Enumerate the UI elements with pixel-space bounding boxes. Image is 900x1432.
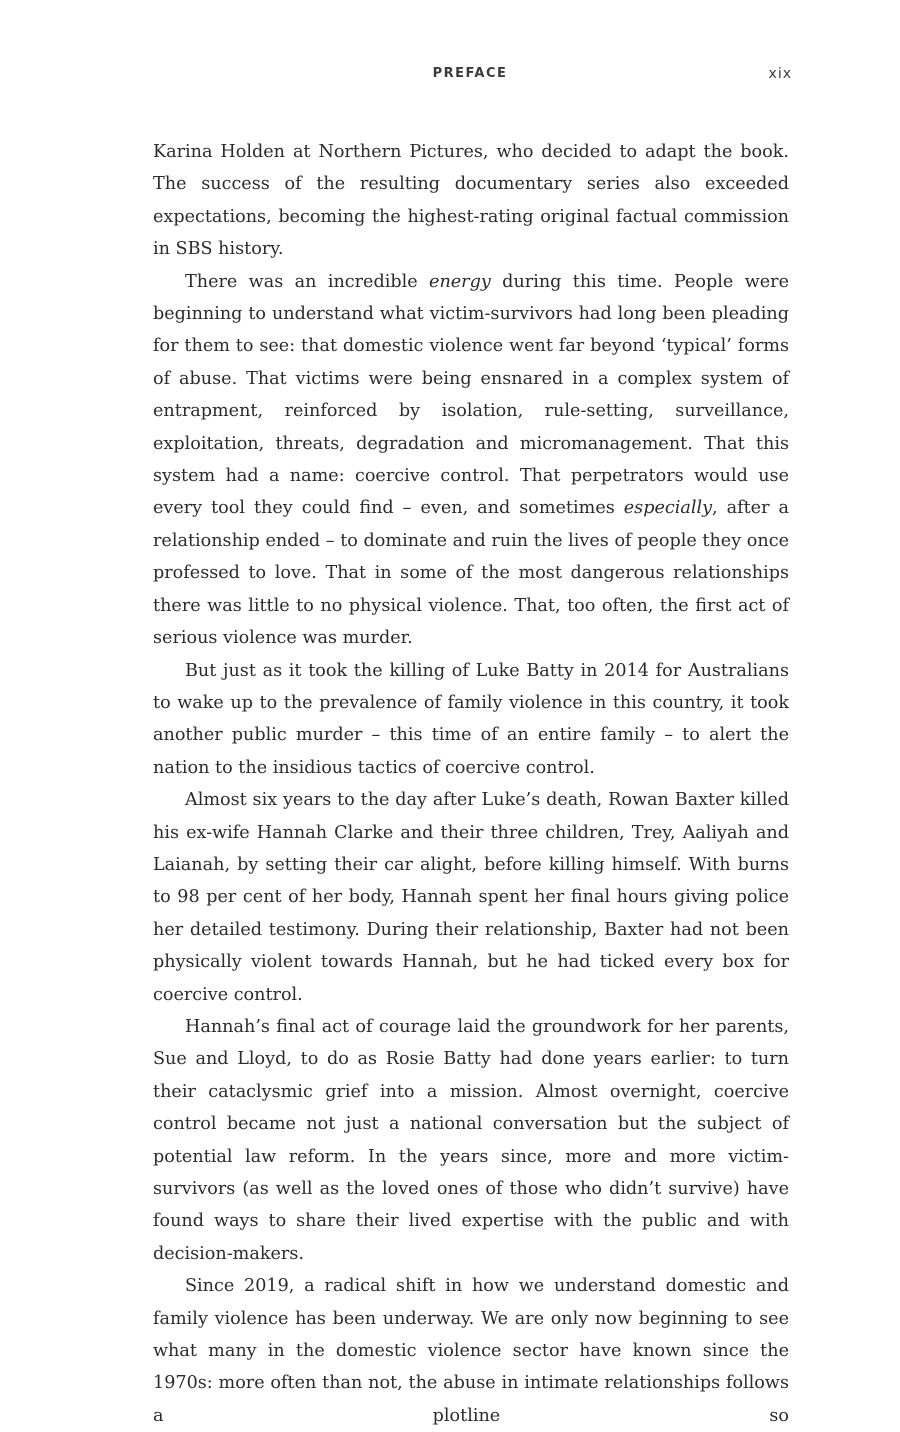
paragraph [153, 784, 789, 1011]
italic-text-run: especially [623, 498, 713, 519]
text-run: Hannah’s final act of courage laid the groundwork for her parents, Sue and Lloyd, to do as Rosie Batty had done years earlier: to turn their cataclysmic grief into a mission. Almost overnight, coercive control became not just a national conversation but the subject of potential law reform. In the years since, more and more victim-survivors (as well as the loved ones of those who didn’t survive) have found ways to share their lived expertise with the public and with decision-makers. [153, 1016, 789, 1264]
italic-text-run: energy [429, 271, 491, 292]
text-run: Karina Holden at Northern Pictures, who decided to adapt the book. The success of the resulting documentary series also exceeded expectations, becoming the highest-rating original factual commission in SBS history. [153, 142, 789, 260]
page-number: xix [768, 66, 792, 82]
paragraph [153, 136, 789, 266]
paragraph [153, 655, 789, 785]
body-text [153, 136, 789, 1432]
paragraph [153, 1011, 789, 1270]
paragraph [153, 1270, 789, 1432]
text-run: There was an incredible [185, 271, 430, 292]
running-head [0, 66, 900, 86]
text-run: But just as it took the killing of Luke Batty in 2014 for Australians to wake up to the prevalence of family violence in this country, it took another public murder – this time of an entire family – to alert the nation to the insidious tactics of coercive control. [153, 660, 789, 778]
text-run: Almost six years to the day after Luke’s death, Rowan Baxter killed his ex-wife Hannah Clarke and their three children, Trey, Aaliyah and Laianah, by setting their car alight, before killing himself. With burns to 98 per cent of her body, Hannah spent her final hours giving police her detailed testimony. During their relationship, Baxter had not been physically violent towards Hannah, but he had ticked every box for coercive control. [153, 790, 789, 1005]
text-run: during this time. People were beginning to understand what victim-survivors had long been pleading for them to see: that domestic violence went far beyond ‘typical’ forms of abuse. That victims were being ensnared in a complex system of entrapment, reinforced by isolation, rule-setting, surveillance, exploitation, threats, degradation and micromanagement. That this system had a name: coercive control. That perpetrators would use every tool they could find – even, and sometimes [153, 271, 789, 519]
paragraph [153, 266, 789, 655]
running-title: PREFACE [432, 66, 508, 81]
text-run: Since 2019, a radical shift in how we understand domestic and family violence has been underway. We are only now beginning to see what many in the domestic violence sector have known since the 1970s: more often than not, the abuse in intimate relationships follows a plotline so [153, 1276, 789, 1426]
text-run: , after a relationship ended – to dominate and ruin the lives of people they once professed to love. That in some of the most dangerous relationships there was little to no physical violence. That, too often, the first act of serious violence was murder. [153, 498, 789, 649]
